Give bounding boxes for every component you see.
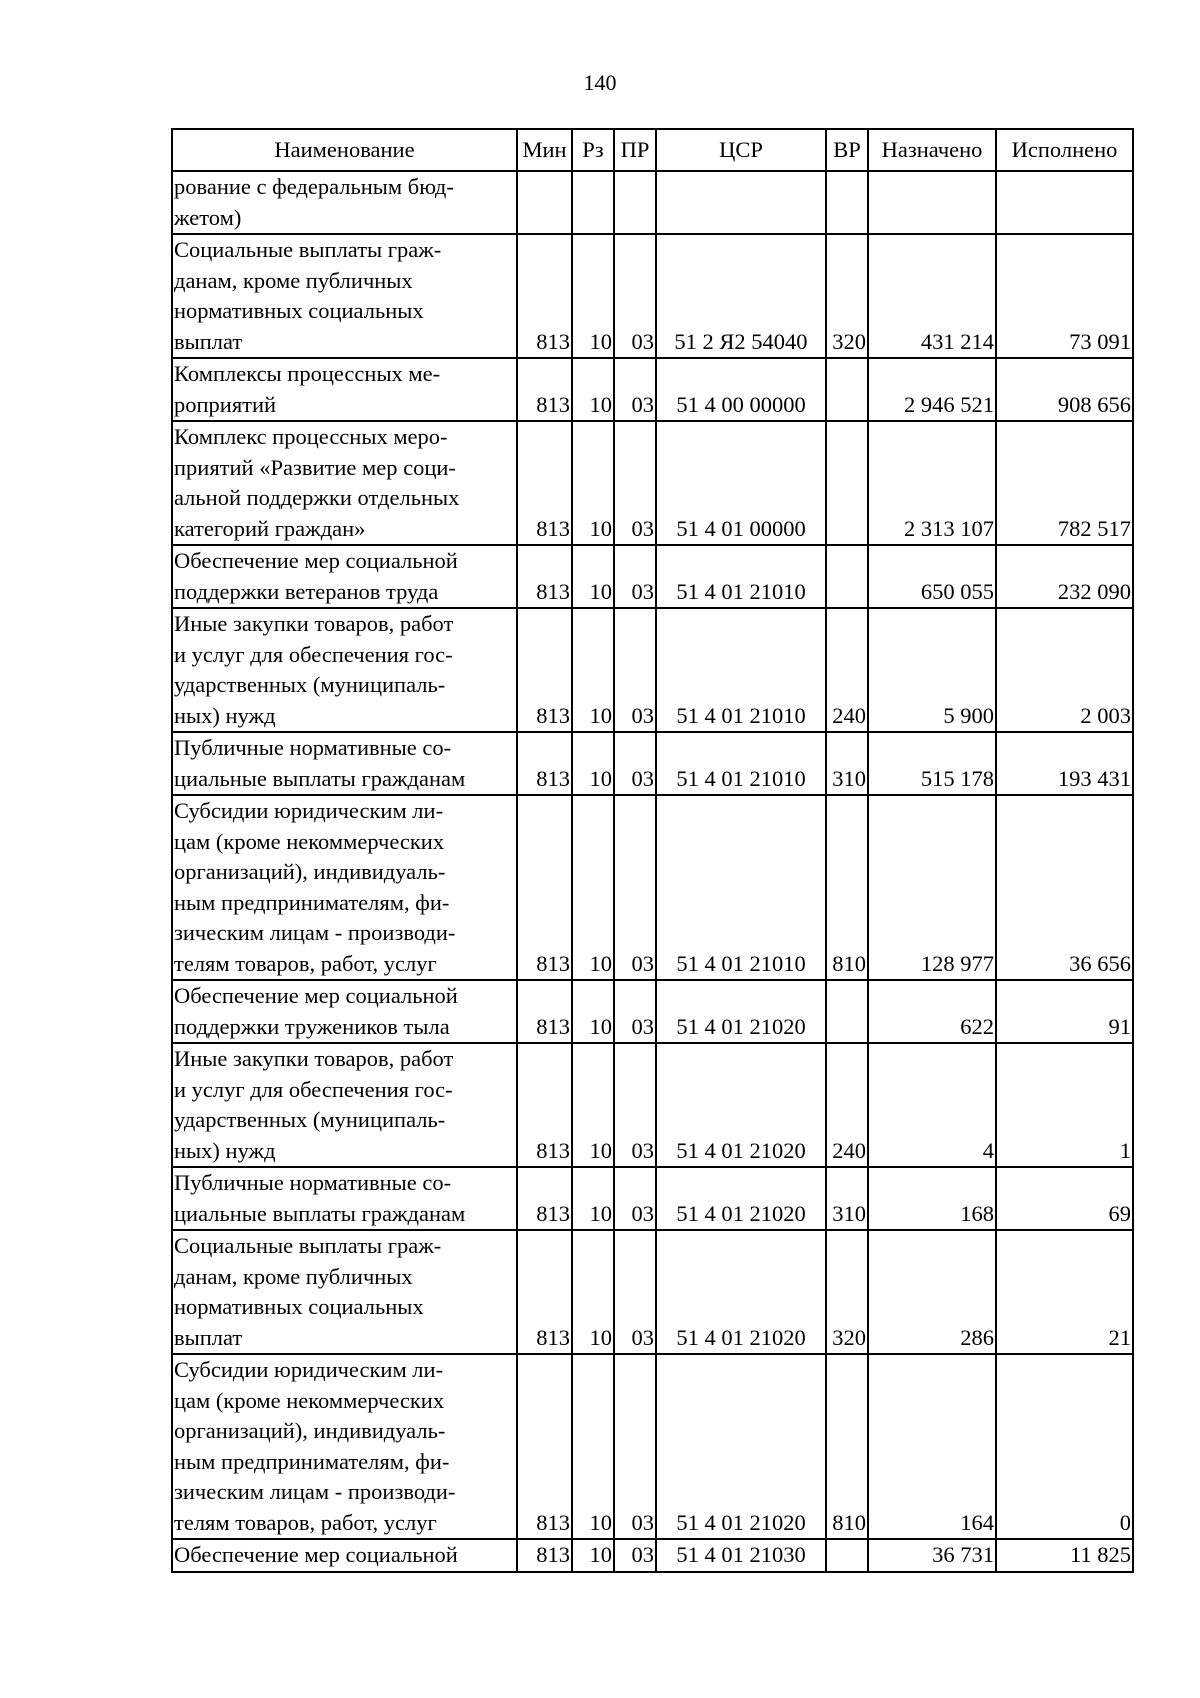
cell-name: Комплексы процессных ме- роприятий — [172, 358, 517, 421]
cell-executed: 908 656 — [996, 358, 1133, 421]
cell-csr: 51 4 01 21010 — [656, 795, 826, 980]
cell-rz: 10 — [572, 234, 614, 358]
cell-executed — [996, 171, 1133, 234]
table-header-row — [172, 129, 1133, 171]
cell-assigned: 515 178 — [868, 732, 996, 795]
cell-csr: 51 4 01 21020 — [656, 980, 826, 1043]
cell-executed: 2 003 — [996, 608, 1133, 732]
cell-assigned: 36 731 — [868, 1539, 996, 1572]
cell-executed: 0 — [996, 1354, 1133, 1539]
cell-vr: 240 — [826, 1043, 868, 1167]
cell-executed: 232 090 — [996, 545, 1133, 608]
cell-vr: 310 — [826, 1167, 868, 1230]
cell-pr — [614, 171, 656, 234]
cell-min: 813 — [517, 1167, 572, 1230]
cell-name: рование с федеральным бюд- жетом) — [172, 171, 517, 234]
cell-csr: 51 4 01 21010 — [656, 732, 826, 795]
cell-min: 813 — [517, 732, 572, 795]
cell-executed: 193 431 — [996, 732, 1133, 795]
cell-vr — [826, 171, 868, 234]
cell-name: Обеспечение мер социальной — [172, 1539, 517, 1572]
cell-assigned: 4 — [868, 1043, 996, 1167]
cell-vr: 810 — [826, 1354, 868, 1539]
cell-vr: 320 — [826, 1230, 868, 1354]
cell-assigned: 622 — [868, 980, 996, 1043]
table-row — [172, 608, 1133, 732]
cell-executed: 1 — [996, 1043, 1133, 1167]
cell-name: Обеспечение мер социальной поддержки тружеников тыла — [172, 980, 517, 1043]
cell-assigned: 5 900 — [868, 608, 996, 732]
cell-rz: 10 — [572, 1230, 614, 1354]
cell-vr — [826, 1539, 868, 1572]
cell-csr: 51 4 01 21010 — [656, 545, 826, 608]
table-body — [172, 171, 1133, 1572]
cell-name: Социальные выплаты граж- данам, кроме публичных нормативных социальных выплат — [172, 1230, 517, 1354]
cell-csr: 51 4 01 21010 — [656, 608, 826, 732]
cell-rz: 10 — [572, 1539, 614, 1572]
cell-name: Публичные нормативные со- циальные выплаты гражданам — [172, 732, 517, 795]
cell-name: Иные закупки товаров, работ и услуг для обеспечения гос- ударственных (муниципаль- ных) нужд — [172, 1043, 517, 1167]
cell-pr: 03 — [614, 1043, 656, 1167]
cell-csr: 51 4 00 00000 — [656, 358, 826, 421]
cell-pr: 03 — [614, 234, 656, 358]
cell-vr: 310 — [826, 732, 868, 795]
header-assigned: Назначено — [868, 129, 996, 171]
cell-csr: 51 2 Я2 54040 — [656, 234, 826, 358]
cell-pr: 03 — [614, 608, 656, 732]
table-row — [172, 732, 1133, 795]
table-row — [172, 234, 1133, 358]
cell-vr — [826, 545, 868, 608]
cell-csr: 51 4 01 21020 — [656, 1354, 826, 1539]
header-name: Наименование — [172, 129, 517, 171]
header-vr: ВР — [826, 129, 868, 171]
cell-csr: 51 4 01 00000 — [656, 421, 826, 545]
table-row — [172, 545, 1133, 608]
cell-pr: 03 — [614, 358, 656, 421]
cell-name: Комплекс процессных меро- приятий «Развитие мер соци- альной поддержки отдельных категорий граждан» — [172, 421, 517, 545]
cell-min: 813 — [517, 1043, 572, 1167]
cell-executed: 73 091 — [996, 234, 1133, 358]
budget-table — [171, 128, 1134, 1573]
cell-rz: 10 — [572, 980, 614, 1043]
cell-rz — [572, 171, 614, 234]
table-row — [172, 358, 1133, 421]
cell-min: 813 — [517, 421, 572, 545]
cell-min: 813 — [517, 980, 572, 1043]
cell-pr: 03 — [614, 1167, 656, 1230]
cell-executed: 21 — [996, 1230, 1133, 1354]
cell-pr: 03 — [614, 1230, 656, 1354]
page-number: 140 — [583, 70, 617, 95]
cell-rz: 10 — [572, 608, 614, 732]
cell-assigned: 164 — [868, 1354, 996, 1539]
cell-pr: 03 — [614, 795, 656, 980]
cell-rz: 10 — [572, 1043, 614, 1167]
table-row — [172, 795, 1133, 980]
cell-vr: 810 — [826, 795, 868, 980]
cell-assigned: 2 313 107 — [868, 421, 996, 545]
table-row — [172, 1230, 1133, 1354]
header-executed: Исполнено — [996, 129, 1133, 171]
cell-assigned: 286 — [868, 1230, 996, 1354]
cell-executed: 782 517 — [996, 421, 1133, 545]
table-row — [172, 1354, 1133, 1539]
cell-pr: 03 — [614, 980, 656, 1043]
cell-csr — [656, 171, 826, 234]
cell-vr — [826, 421, 868, 545]
cell-name: Субсидии юридическим ли- цам (кроме некоммерческих организаций), индивидуаль- ным предпринимателям, фи- зическим лицам - производи- телям товаров, работ, услуг — [172, 1354, 517, 1539]
cell-min: 813 — [517, 234, 572, 358]
cell-min: 813 — [517, 608, 572, 732]
cell-assigned: 2 946 521 — [868, 358, 996, 421]
cell-name: Социальные выплаты граж- данам, кроме публичных нормативных социальных выплат — [172, 234, 517, 358]
cell-executed: 69 — [996, 1167, 1133, 1230]
header-rz: Рз — [572, 129, 614, 171]
cell-assigned: 431 214 — [868, 234, 996, 358]
cell-rz: 10 — [572, 421, 614, 545]
cell-rz: 10 — [572, 1354, 614, 1539]
cell-name: Субсидии юридическим ли- цам (кроме некоммерческих организаций), индивидуаль- ным предпринимателям, фи- зическим лицам - производи- телям товаров, работ, услуг — [172, 795, 517, 980]
cell-rz: 10 — [572, 732, 614, 795]
cell-rz: 10 — [572, 795, 614, 980]
table-row — [172, 1539, 1133, 1572]
cell-pr: 03 — [614, 732, 656, 795]
table-row — [172, 421, 1133, 545]
cell-min: 813 — [517, 1539, 572, 1572]
cell-assigned — [868, 171, 996, 234]
cell-csr: 51 4 01 21020 — [656, 1043, 826, 1167]
cell-csr: 51 4 01 21020 — [656, 1167, 826, 1230]
cell-rz: 10 — [572, 545, 614, 608]
cell-min: 813 — [517, 795, 572, 980]
cell-pr: 03 — [614, 421, 656, 545]
cell-vr — [826, 358, 868, 421]
cell-assigned: 650 055 — [868, 545, 996, 608]
cell-min: 813 — [517, 1354, 572, 1539]
table-row — [172, 980, 1133, 1043]
table-row — [172, 1167, 1133, 1230]
cell-min: 813 — [517, 358, 572, 421]
cell-min — [517, 171, 572, 234]
header-pr: ПР — [614, 129, 656, 171]
cell-rz: 10 — [572, 358, 614, 421]
cell-csr: 51 4 01 21030 — [656, 1539, 826, 1572]
cell-executed: 36 656 — [996, 795, 1133, 980]
table-row — [172, 171, 1133, 234]
table-row — [172, 1043, 1133, 1167]
header-min: Мин — [517, 129, 572, 171]
cell-vr — [826, 980, 868, 1043]
cell-csr: 51 4 01 21020 — [656, 1230, 826, 1354]
cell-vr: 240 — [826, 608, 868, 732]
header-csr: ЦСР — [656, 129, 826, 171]
cell-min: 813 — [517, 1230, 572, 1354]
cell-assigned: 128 977 — [868, 795, 996, 980]
cell-rz: 10 — [572, 1167, 614, 1230]
cell-executed: 91 — [996, 980, 1133, 1043]
cell-assigned: 168 — [868, 1167, 996, 1230]
cell-executed: 11 825 — [996, 1539, 1133, 1572]
cell-vr: 320 — [826, 234, 868, 358]
cell-pr: 03 — [614, 1354, 656, 1539]
cell-name: Иные закупки товаров, работ и услуг для обеспечения гос- ударственных (муниципаль- ных) нужд — [172, 608, 517, 732]
cell-pr: 03 — [614, 1539, 656, 1572]
cell-name: Публичные нормативные со- циальные выплаты гражданам — [172, 1167, 517, 1230]
cell-name: Обеспечение мер социальной поддержки ветеранов труда — [172, 545, 517, 608]
cell-pr: 03 — [614, 545, 656, 608]
cell-min: 813 — [517, 545, 572, 608]
